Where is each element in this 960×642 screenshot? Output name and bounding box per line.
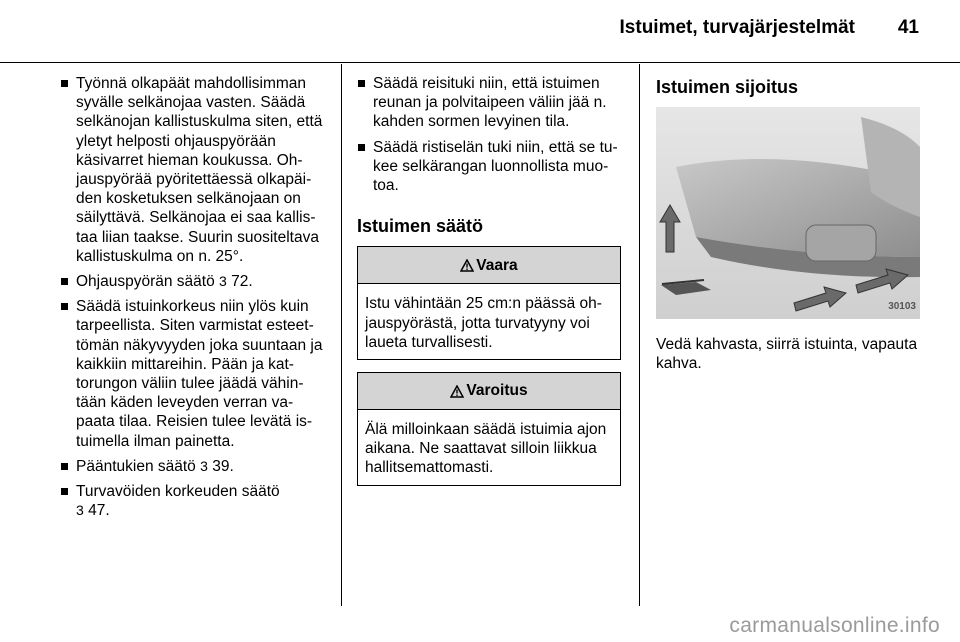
warning-triangle-icon bbox=[450, 385, 464, 398]
danger-title: Vaara bbox=[476, 256, 518, 274]
list-item: Säädä istuinkorkeus niin ylös kuin tarpeellista. Siten varmistat esteettömän näkyvyyden joka suuntaan ja kaikkiin mittareihin. Pään ja kattorungon väliin tulee jäädä vähintään käden leveyden verran vapaata tilaa. Reisien tulee levätä istuimella ilman painetta. bbox=[60, 297, 326, 451]
column-2 bbox=[357, 74, 622, 498]
column-3 bbox=[656, 74, 920, 374]
figure-id: 30103 bbox=[888, 301, 916, 312]
page-ref-link[interactable]: 39. bbox=[212, 457, 234, 475]
list-item: Säädä reisituki niin, että istuimen reunan ja polvitaipeen väliin jää n. kahden sormen levyinen tila. bbox=[357, 74, 622, 132]
bullet-list bbox=[357, 74, 622, 195]
watermark: carmanualsonline.info bbox=[729, 614, 940, 637]
list-item: Pääntukien säätö 3 39. bbox=[60, 457, 326, 476]
danger-text: Istu vähintään 25 cm:n päässä ohjauspyörästä, jotta turvatyyny voi laueta turvallisesti. bbox=[365, 295, 602, 351]
figure-caption: Vedä kahvasta, siirrä istuinta, vapauta kahva. bbox=[656, 336, 918, 373]
header-title: Istuimet, turvajärjestelmät bbox=[619, 17, 855, 38]
page-ref-icon: 3 bbox=[76, 502, 84, 519]
page-number: 41 bbox=[897, 17, 919, 38]
warning-triangle-icon bbox=[460, 259, 474, 272]
seat-adjustment-illustration bbox=[656, 107, 920, 319]
page-ref-icon: 3 bbox=[219, 273, 227, 290]
column-1 bbox=[60, 74, 326, 526]
page-ref-icon: 3 bbox=[200, 457, 208, 474]
list-item: Ohjauspyörän säätö 3 72. bbox=[60, 272, 326, 291]
danger-header bbox=[358, 247, 620, 284]
section-heading: Istuimen säätö bbox=[357, 216, 484, 237]
warning-text: Älä milloinkaan säädä istuimia ajon aikana. Ne saattavat silloin liikkua hallitsemattomasti. bbox=[365, 421, 607, 477]
page-header bbox=[0, 0, 960, 64]
column-divider bbox=[639, 64, 640, 606]
bullet-list bbox=[60, 74, 326, 520]
column-divider bbox=[341, 64, 342, 606]
list-item: Turvavöiden korkeuden säätö 3 47. bbox=[60, 482, 326, 520]
warning-title: Varoitus bbox=[466, 382, 528, 400]
page-ref-link[interactable]: 72. bbox=[231, 273, 253, 291]
header-rule bbox=[0, 62, 960, 63]
seat-illustration-svg bbox=[656, 107, 920, 319]
warning-header bbox=[358, 373, 620, 410]
section-heading: Istuimen sijoitus bbox=[656, 77, 799, 97]
list-item: Työnnä olkapäät mahdollisimman syvälle selkänojaa vasten. Säädä selkänojan kallistuskulma siten, että yletyt helposti ohjauspyörään käsivarret hieman koukussa. Ohjauspyörää pyöritettäessä olkapäiden kosketuksen selkänojaan on säilyttävä. Selkänojaa ei saa kallistaa liian taakse. Suurin suositeltava kallistuskulma on n. 25°. bbox=[60, 74, 326, 266]
warning-box bbox=[357, 372, 621, 486]
list-item: Säädä ristiselän tuki niin, että se tukee selkärangan luonnollista muotoa. bbox=[357, 138, 622, 196]
control-panel bbox=[806, 225, 876, 261]
page-ref-link[interactable]: 47. bbox=[88, 502, 110, 520]
danger-box bbox=[357, 246, 621, 360]
